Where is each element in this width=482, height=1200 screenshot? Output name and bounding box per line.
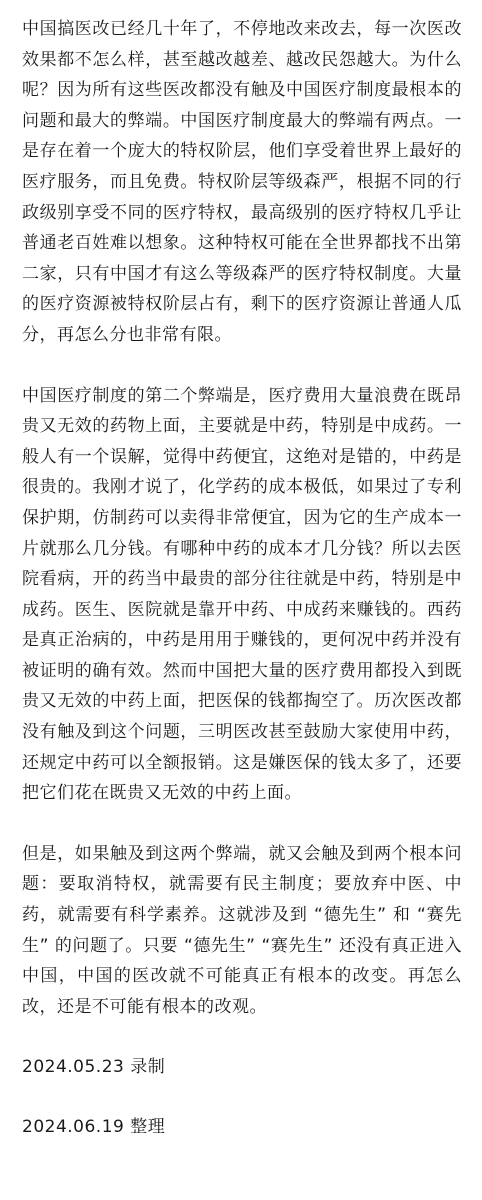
recorded-date: 2024.05.23 录制 bbox=[22, 1057, 166, 1078]
article-body bbox=[22, 14, 462, 1142]
paragraph-conclusion: 但是，如果触及到这两个弊端，就又会触及到两个根本问题：要取消特权，就需要有民主制度；要放弃中医、中药，就需要有科学素养。这就涉及到 “德先生” 和 “赛先生” 的问题了。只要 “德先生” “赛先生” 还没有真正进入中国，中国的医改就不可能真正有根本的改变。再怎么改，还是不可能有根本的改观。 bbox=[22, 843, 462, 1017]
paragraph-privilege: 中国搞医改已经几十年了，不停地改来改去，每一次医改效果都不怎么样，甚至越改越差、越改民怨越大。为什么呢？因为所有这些医改都没有触及中国医疗制度最根本的问题和最大的弊端。中国医疗制度最大的弊端有两点。一是存在着一个庞大的特权阶层，他们享受着世界上最好的医疗服务，而且免费。特权阶层等级森严，根据不同的行政级别享受不同的医疗特权，最高级别的医疗特权几乎让普通老百姓难以想象。这种特权可能在全世界都找不出第二家，只有中国才有这么等级森严的医疗特权制度。大量的医疗资源被特权阶层占有，剩下的医疗资源让普通人瓜分，再怎么分也非常有限。 bbox=[22, 19, 462, 345]
paragraph-medicine-cost: 中国医疗制度的第二个弊端是，医疗费用大量浪费在既昂贵又无效的药物上面，主要就是中药，特别是中成药。一般人有一个误解，觉得中药便宜，这绝对是错的，中药是很贵的。我刚才说了，化学药的成本极低，如果过了专利保护期，仿制药可以卖得非常便宜，因为它的生产成本一片就那么几分钱。有哪种中药的成本才几分钱？所以去医院看病，开的药当中最贵的部分往往就是中药，特别是中成药。医生、医院就是靠开中药、中成药来赚钱的。西药是真正治病的，中药是用用于赚钱的，更何况中药并没有被证明的确有效。然而中国把大量的医疗费用都投入到既贵又无效的中药上面，把医保的钱都掏空了。历次医改都没有触及到这个问题，三明医改甚至鼓励大家使用中药，还规定中药可以全额报销。这是嫌医保的钱太多了，还要把它们花在既贵又无效的中药上面。 bbox=[22, 385, 462, 804]
organized-date: 2024.06.19 整理 bbox=[22, 1117, 166, 1138]
